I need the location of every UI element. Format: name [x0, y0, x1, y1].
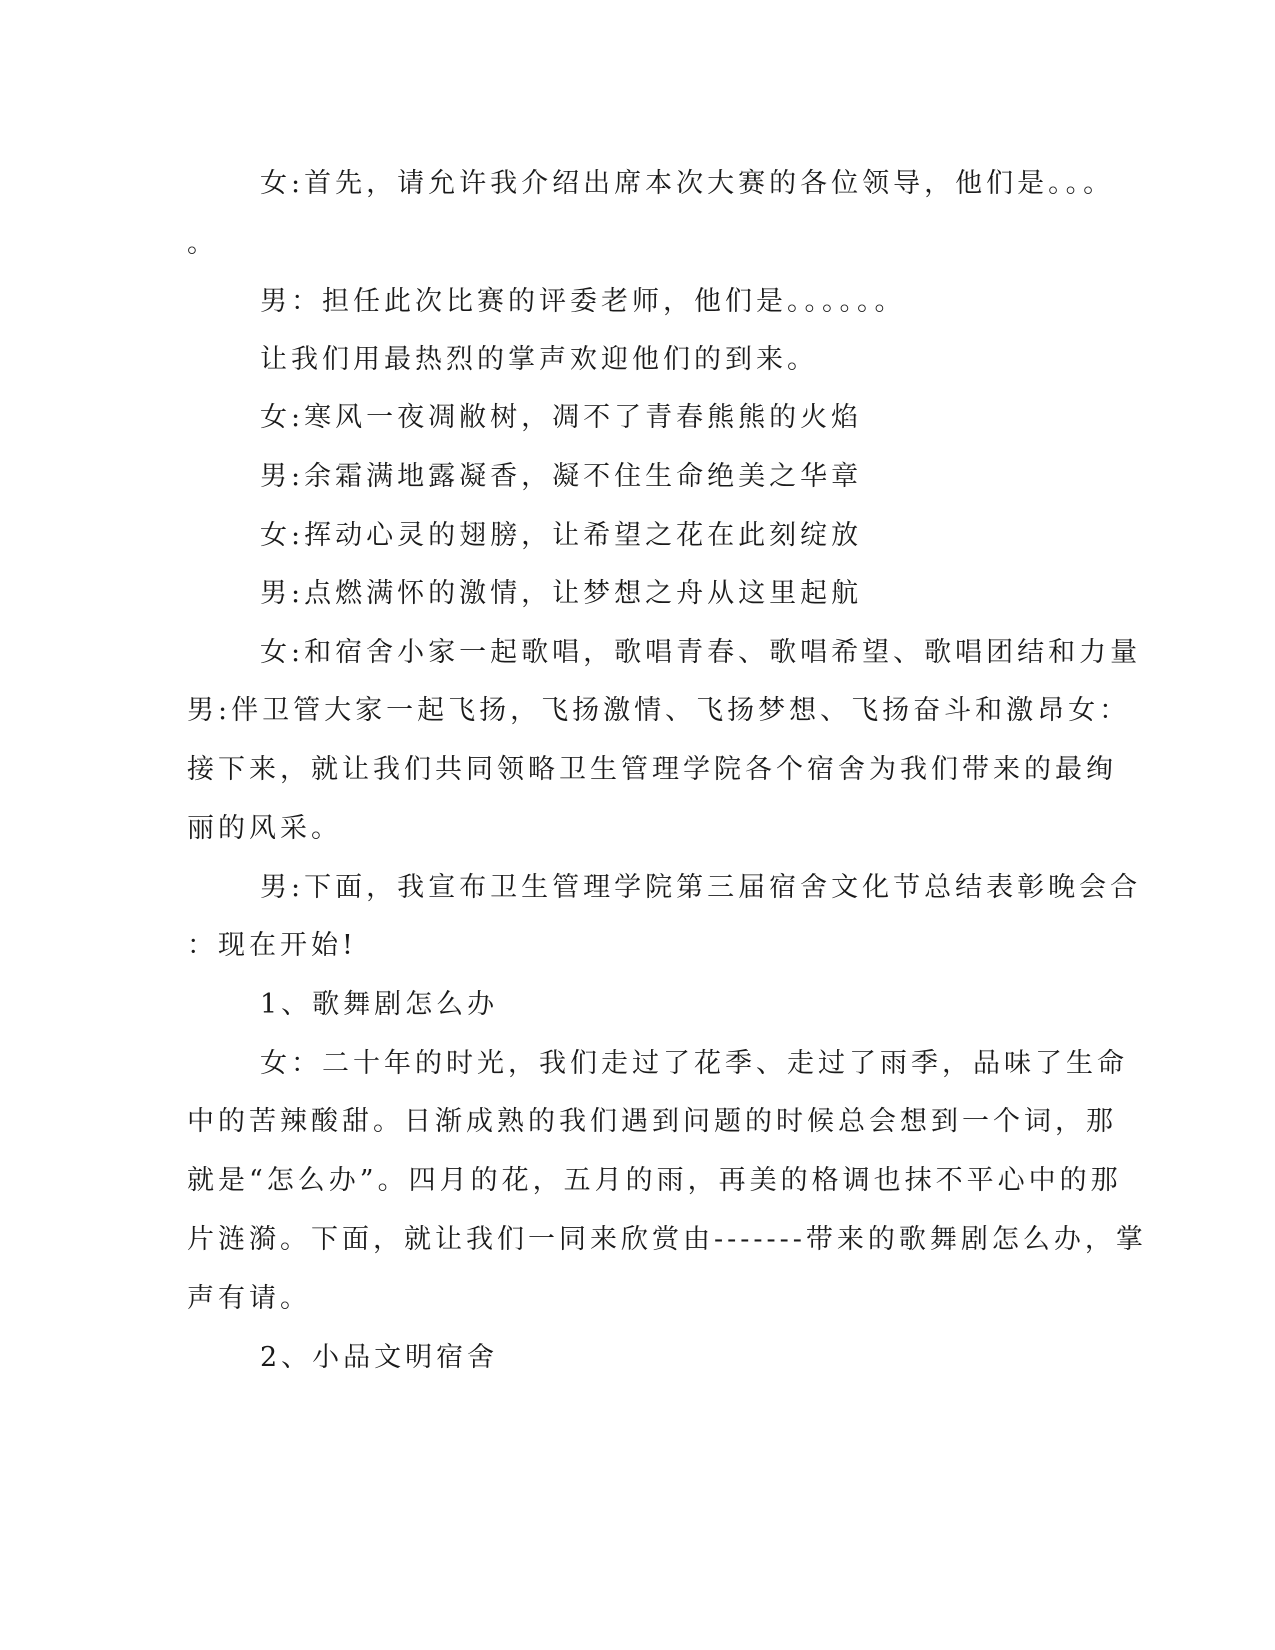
paragraph-leaders-intro-continued: 。: [187, 228, 218, 259]
poem-line-6: 男:伴卫管大家一起飞扬，飞扬激情、飞扬梦想、飞扬奋斗和激昂女：: [187, 695, 1131, 726]
paragraph-welcome: 让我们用最热烈的掌声欢迎他们的到来。: [260, 344, 818, 375]
paragraph-leaders-intro: 女:首先，请允许我介绍出席本次大赛的各位领导，他们是。。。: [260, 168, 1115, 199]
poem-line-5: 女:和宿舍小家一起歌唱，歌唱青春、歌唱希望、歌唱团结和力量: [260, 637, 1142, 668]
poem-line-4: 男:点燃满怀的激情，让梦想之舟从这里起航: [260, 578, 863, 609]
program-item-1-heading: 1、歌舞剧怎么办: [260, 989, 499, 1020]
program-item-1-intro-line-1: 女：二十年的时光，我们走过了花季、走过了雨季，品味了生命: [260, 1048, 1128, 1079]
paragraph-announcement-line-1: 男:下面，我宣布卫生管理学院第三届宿舍文化节总结表彰晚会合: [260, 872, 1142, 903]
paragraph-judges-intro: 男：担任此次比赛的评委老师，他们是。。。。。。: [260, 286, 906, 317]
poem-line-2: 男:余霜满地露凝香，凝不住生命绝美之华章: [260, 461, 863, 492]
program-item-1-intro-line-5: 声有请。: [187, 1283, 311, 1314]
paragraph-announcement-line-2: ：现在开始!: [187, 930, 357, 961]
program-item-1-intro-line-3: 就是“怎么办”。四月的花，五月的雨，再美的格调也抹不平心中的那: [187, 1165, 1122, 1196]
poem-line-3: 女:挥动心灵的翅膀，让希望之花在此刻绽放: [260, 520, 863, 551]
poem-line-1: 女:寒风一夜凋敝树，凋不了青春熊熊的火焰: [260, 402, 863, 433]
paragraph-next-line-1: 接下来，就让我们共同领略卫生管理学院各个宿舍为我们带来的最绚: [187, 754, 1117, 785]
program-item-1-intro-line-4: 片涟漪。下面，就让我们一同来欣赏由-------带来的歌舞剧怎么办，掌: [187, 1224, 1147, 1255]
program-item-2-heading: 2、小品文明宿舍: [260, 1342, 499, 1373]
program-item-1-intro-line-2: 中的苦辣酸甜。日渐成熟的我们遇到问题的时候总会想到一个词，那: [187, 1106, 1117, 1137]
paragraph-next-line-2: 丽的风采。: [187, 813, 342, 844]
